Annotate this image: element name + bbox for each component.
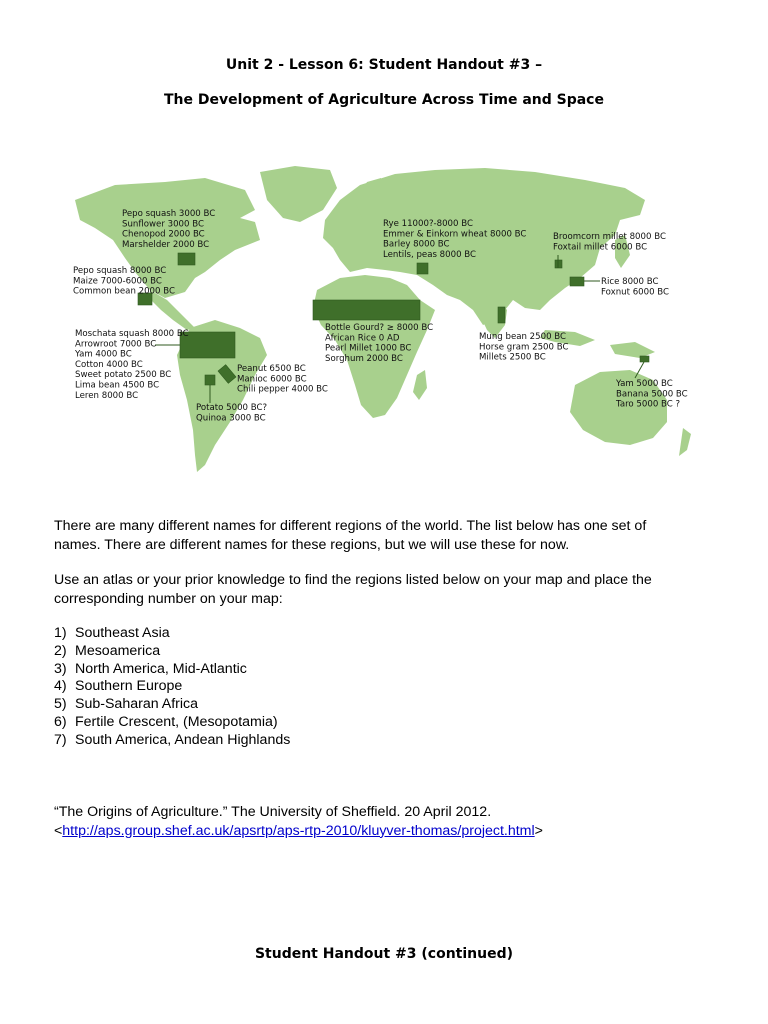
- map-label-sa-east: Chili pepper 4000 BC: [237, 384, 328, 395]
- map-label-amazon: Leren 8000 BC: [75, 390, 139, 401]
- marker-andes: [205, 375, 215, 385]
- citation-open-bracket: <: [54, 822, 63, 839]
- land-new-zealand: [679, 428, 691, 456]
- map-label-mesoamerica: Pepo squash 8000 BC: [73, 266, 167, 276]
- citation: [54, 803, 543, 840]
- map-label-india: Horse gram 2500 BC: [479, 342, 569, 353]
- map-label-andes: Quinoa 3000 BC: [196, 413, 266, 424]
- map-label-mesoamerica: Common bean 2000 BC: [73, 286, 175, 297]
- map-label-amazon: Yam 4000 BC: [75, 349, 132, 360]
- region-name: Southern Europe: [75, 678, 183, 695]
- map-label-fertile-crescent: Barley 8000 BC: [383, 239, 450, 250]
- map-label-china-north: Foxtail millet 6000 BC: [553, 242, 648, 253]
- map-label-china-south: Foxnut 6000 BC: [601, 287, 670, 298]
- map-label-na-east: Chenopod 2000 BC: [122, 229, 205, 240]
- map-label-na-east: Pepo squash 3000 BC: [122, 209, 216, 219]
- region-item: [54, 696, 290, 714]
- region-number: 2): [54, 642, 67, 659]
- map-label-fertile-crescent: Lentils, peas 8000 BC: [383, 249, 477, 260]
- map-label-andes: Potato 5000 BC?: [196, 403, 268, 413]
- map-label-africa: African Rice 0 AD: [325, 333, 400, 344]
- land-new-guinea: [610, 342, 655, 358]
- intro-line: There are many different names for different regions of the world. The list below has one set of: [54, 518, 647, 534]
- map-label-new-guinea: Yam 5000 BC: [616, 379, 673, 389]
- marker-fertile-crescent: [417, 263, 428, 274]
- land-madagascar: [413, 370, 427, 400]
- citation-url-line: [54, 822, 543, 841]
- map-label-na-east: Marshelder 2000 BC: [122, 239, 210, 250]
- map-label-amazon: Sweet potato 2500 BC: [75, 370, 172, 381]
- region-number: 1): [54, 625, 67, 641]
- map-label-amazon: Moschata squash 8000 BC: [75, 329, 189, 339]
- region-name: Southeast Asia: [75, 625, 170, 641]
- marker-new-guinea: [640, 356, 649, 362]
- region-name: Sub-Saharan Africa: [75, 696, 199, 713]
- region-name: North America, Mid-Atlantic: [75, 660, 247, 677]
- footer-heading: Student Handout #3 (continued): [254, 946, 514, 962]
- region-name: Fertile Crescent, (Mesopotamia): [75, 713, 278, 730]
- citation-link[interactable]: http://aps.group.shef.ac.uk/apsrtp/aps-rtp-2010/kluyver-thomas/project.html: [62, 822, 535, 839]
- instructions-paragraph: [54, 571, 714, 608]
- map-label-amazon: Cotton 4000 BC: [75, 359, 143, 370]
- instructions-line: Use an atlas or your prior knowledge to find the regions listed below on your map and place the: [54, 572, 652, 588]
- marker-india: [498, 307, 505, 323]
- marker-china-south: [570, 277, 584, 286]
- marker-na-east: [178, 253, 195, 265]
- map-label-sa-east: Manioc 6000 BC: [237, 374, 307, 385]
- land-greenland: [260, 166, 337, 222]
- map-label-africa: Pearl Millet 1000 BC: [325, 343, 412, 354]
- map-label-sa-east: Peanut 6500 BC: [237, 364, 306, 374]
- world-agriculture-map: [55, 160, 705, 480]
- map-label-fertile-crescent: Rye 11000?-8000 BC: [383, 219, 473, 229]
- map-label-india: Mung bean 2500 BC: [479, 332, 567, 342]
- region-list: [54, 625, 290, 750]
- region-item: [54, 714, 290, 732]
- map-label-africa: Bottle Gourd? ≥ 8000 BC: [325, 323, 434, 333]
- map-label-fertile-crescent: Emmer & Einkorn wheat 8000 BC: [383, 229, 527, 240]
- map-label-china-south: Rice 8000 BC: [601, 277, 659, 287]
- map-label-new-guinea: Taro 5000 BC ?: [616, 399, 681, 410]
- map-label-mesoamerica: Maize 7000-6000 BC: [73, 276, 162, 287]
- region-number: 5): [54, 696, 67, 713]
- handout-title: Unit 2 - Lesson 6: Student Handout #3 –: [225, 57, 543, 73]
- map-label-amazon: Lima bean 4500 BC: [75, 380, 160, 391]
- intro-line: names. There are different names for these regions, but we will use these for now.: [54, 536, 570, 553]
- instructions-line: corresponding number on your map:: [54, 590, 283, 607]
- map-label-na-east: Sunflower 3000 BC: [122, 219, 204, 230]
- region-item: [54, 625, 290, 643]
- region-number: 3): [54, 660, 67, 677]
- map-label-india: Millets 2500 BC: [479, 352, 546, 363]
- region-item: [54, 643, 290, 661]
- region-number: 6): [54, 713, 67, 730]
- region-number: 4): [54, 678, 67, 695]
- region-item: [54, 661, 290, 679]
- map-label-new-guinea: Banana 5000 BC: [616, 389, 688, 400]
- region-number: 7): [54, 731, 67, 748]
- region-name: Mesoamerica: [75, 642, 161, 659]
- handout-subtitle: The Development of Agriculture Across Time and Space: [164, 92, 604, 108]
- region-name: South America, Andean Highlands: [75, 731, 291, 748]
- map-label-amazon: Arrowroot 7000 BC: [75, 339, 157, 350]
- region-item: [54, 678, 290, 696]
- map-label-china-north: Broomcorn millet 8000 BC: [553, 232, 666, 242]
- marker-africa: [313, 300, 420, 320]
- citation-text: “The Origins of Agriculture.” The University of Sheffield. 20 April 2012.: [54, 804, 492, 820]
- region-item: [54, 732, 290, 750]
- map-label-africa: Sorghum 2000 BC: [325, 353, 403, 364]
- intro-paragraph: [54, 517, 714, 554]
- citation-close-bracket: >: [534, 822, 543, 839]
